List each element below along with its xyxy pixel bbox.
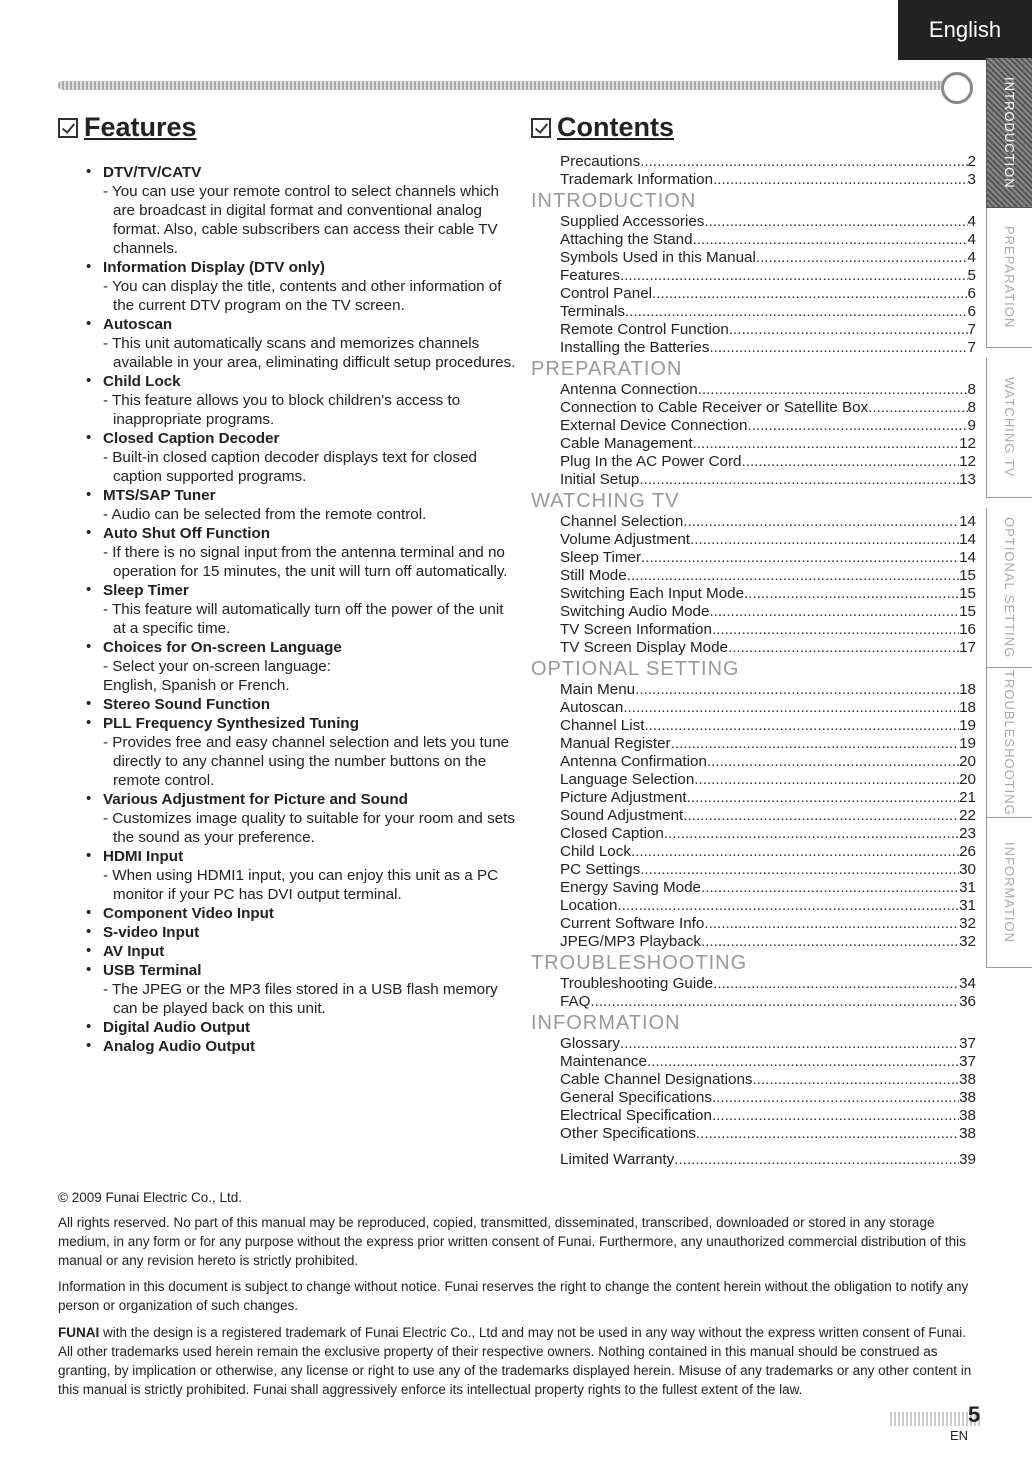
- toc-entry-label: Attaching the Stand: [560, 231, 693, 248]
- toc-entry-label: Supplied Accessories: [560, 213, 705, 230]
- toc-leader-dots: [704, 915, 959, 933]
- toc-entry-label: Cable Management: [560, 435, 693, 452]
- toc-entry[interactable]: [560, 603, 976, 621]
- toc-page-number: 19: [959, 735, 976, 752]
- toc-page-number: 4: [967, 213, 976, 230]
- toc-page-number: 2: [967, 153, 976, 170]
- toc-leader-dots: [652, 285, 968, 303]
- features-list: [86, 163, 516, 1056]
- toc-leader-dots: [647, 1053, 959, 1071]
- toc-leader-dots: [713, 171, 967, 189]
- toc-leader-dots: [620, 1035, 959, 1053]
- toc-entry-label: Installing the Batteries: [560, 339, 710, 356]
- toc-leader-dots: [640, 861, 959, 879]
- feature-description: - If there is no signal input from the antenna terminal and no operation for 15 minutes, the unit will turn off automatically.: [103, 544, 508, 580]
- toc-entry-label: Switching Each Input Mode: [560, 585, 745, 602]
- toc-leader-dots: [671, 735, 960, 753]
- toc-page-number: 20: [959, 753, 976, 770]
- toc-section-heading: TROUBLESHOOTING: [531, 952, 748, 974]
- toc-page-number: 14: [959, 513, 976, 530]
- feature-title: • Stereo Sound Function: [103, 696, 271, 713]
- toc-entry-label: Child Lock: [560, 843, 631, 860]
- toc-page-number: 38: [959, 1089, 976, 1106]
- legal-paragraph-rights: All rights reserved. No part of this manual may be reproduced, copied, transmitted, disseminated, transcribed, downloaded or stored in any storage medium, in any form or for any purpose without the express prior written consent of Funai. Furthermore, any unauthorized commercial distribution of this manual or any revision hereto is strictly prohibited.: [58, 1215, 966, 1268]
- toc-page-number: 7: [967, 321, 976, 338]
- feature-item: [86, 714, 516, 790]
- feature-title: • Autoscan: [103, 316, 173, 333]
- feature-item: [86, 524, 516, 581]
- toc-entry-label: General Specifications: [560, 1089, 712, 1106]
- toc-leader-dots: [712, 1107, 959, 1125]
- toc-entry-label: Symbols Used in this Manual: [560, 249, 756, 266]
- toc-entry[interactable]: [560, 771, 976, 789]
- toc-entry[interactable]: [560, 825, 976, 843]
- toc-page-number: 18: [959, 699, 976, 716]
- feature-item: [86, 942, 516, 961]
- toc-page-number: 9: [967, 417, 976, 434]
- toc-section-heading: INTRODUCTION: [531, 190, 697, 212]
- toc-page-number: 39: [959, 1151, 976, 1168]
- toc-leader-dots: [683, 513, 959, 531]
- toc-entry[interactable]: [560, 717, 976, 735]
- feature-title: • Choices for On-screen Language: [103, 639, 342, 656]
- feature-description: English, Spanish or French.: [103, 677, 290, 694]
- toc-entry-label: Sound Adjustment: [560, 807, 684, 824]
- toc-entry-label: Current Software Info: [560, 915, 705, 932]
- toc-entry[interactable]: [560, 1071, 976, 1089]
- feature-description: - This feature allows you to block children's access to inappropriate programs.: [103, 392, 461, 428]
- toc-entry-label: Maintenance: [560, 1053, 647, 1070]
- toc-leader-dots: [674, 1151, 959, 1169]
- toc-entry-label: Glossary: [560, 1035, 620, 1052]
- feature-item: [86, 1037, 516, 1056]
- checkbox-icon: [531, 118, 551, 138]
- toc-page-number: 8: [967, 399, 976, 416]
- toc-entry[interactable]: [560, 453, 976, 471]
- top-divider: [58, 81, 970, 90]
- toc-entry-label: Connection to Cable Receiver or Satellite Box: [560, 399, 869, 416]
- toc-entry[interactable]: [560, 639, 976, 657]
- toc-page-number: 14: [959, 549, 976, 566]
- toc-entry-label: Electrical Specification: [560, 1107, 712, 1124]
- feature-item: [86, 258, 516, 315]
- feature-description: - Built-in closed caption decoder displays text for closed caption supported programs.: [103, 449, 477, 485]
- toc-page-number: 12: [959, 435, 976, 452]
- toc-entry[interactable]: [560, 699, 976, 717]
- toc-entry[interactable]: [560, 735, 976, 753]
- toc-leader-dots: [698, 381, 968, 399]
- toc-page-number: 13: [959, 471, 976, 488]
- toc-leader-dots: [625, 303, 968, 321]
- feature-title: • Analog Audio Output: [103, 1038, 256, 1055]
- toc-entry-label: Cable Channel Designations: [560, 1071, 753, 1088]
- feature-item: [86, 1018, 516, 1037]
- toc-entry[interactable]: [560, 1035, 976, 1053]
- toc-entry-label: Terminals: [560, 303, 625, 320]
- toc-page-number: 3: [967, 171, 976, 188]
- toc-leader-dots: [712, 621, 959, 639]
- toc-page-number: 38: [959, 1071, 976, 1088]
- toc-entry[interactable]: [560, 321, 976, 339]
- toc-entry[interactable]: [560, 567, 976, 585]
- toc-page-number: 4: [967, 249, 976, 266]
- toc-leader-dots: [713, 975, 959, 993]
- toc-section-heading: PREPARATION: [531, 358, 683, 380]
- toc-page-number: 38: [959, 1125, 976, 1142]
- toc-leader-dots: [753, 1071, 960, 1089]
- toc-page-number: 15: [959, 567, 976, 584]
- feature-title: • Child Lock: [103, 373, 181, 390]
- toc-leader-dots: [683, 807, 959, 825]
- toc-section-heading: INFORMATION: [531, 1012, 681, 1034]
- toc-entry[interactable]: [560, 381, 976, 399]
- features-heading: Features: [58, 112, 197, 143]
- toc-entry[interactable]: [560, 171, 976, 189]
- toc-entry[interactable]: [560, 231, 976, 249]
- toc-leader-dots: [696, 1125, 959, 1143]
- feature-item: [86, 581, 516, 638]
- toc-entry-label: Manual Register: [560, 735, 671, 752]
- feature-item: [86, 695, 516, 714]
- toc-page-number: 23: [959, 825, 976, 842]
- legal-paragraph-trademark: FUNAI with the design is a registered trademark of Funai Electric Co., Ltd and may not be used in any way without the express written consent of Funai. All other trademarks used herein remain the exclusive property of their respective owners. Nothing contained in this manual should be construed as granting, by implication or otherwise, any license or right to use any of the trademarks displayed herein. Misuse of any trademarks or any other content in this manual is strictly prohibited. Funai shall aggressively enforce its intellectual property rights to the fullest extent of the law.: [58, 1325, 972, 1397]
- toc-leader-dots: [756, 249, 968, 267]
- toc-entry[interactable]: [560, 861, 976, 879]
- feature-title: • Information Display (DTV only): [103, 259, 325, 276]
- toc-page-number: 6: [967, 285, 976, 302]
- contents-heading: Contents: [531, 112, 674, 143]
- toc-leader-dots: [693, 231, 968, 249]
- divider-circle-icon: [941, 72, 973, 104]
- toc-entry[interactable]: [560, 915, 976, 933]
- feature-title: • DTV/TV/CATV: [103, 164, 202, 181]
- toc-section-heading: WATCHING TV: [531, 490, 680, 512]
- toc-entry[interactable]: [560, 1125, 976, 1143]
- toc-page-number: 18: [959, 681, 976, 698]
- toc-leader-dots: [690, 531, 959, 549]
- toc-entry[interactable]: [560, 807, 976, 825]
- toc-leader-dots: [694, 771, 959, 789]
- feature-title: • Auto Shut Off Function: [103, 525, 271, 542]
- feature-description: - This feature will automatically turn off the power of the unit at a specific time.: [103, 601, 504, 637]
- toc-page-number: 19: [959, 717, 976, 734]
- toc-entry-label: Remote Control Function: [560, 321, 729, 338]
- feature-description: - Customizes image quality to suitable for your room and sets the sound as your preference.: [103, 810, 515, 846]
- feature-item: [86, 429, 516, 486]
- toc-entry-label: Channel List: [560, 717, 645, 734]
- legal-paragraph-notice: Information in this document is subject to change without notice. Funai reserves the right to change the content herein without the obligation to notify any person or organization of such changes.: [58, 1279, 969, 1313]
- toc-page-number: 34: [959, 975, 976, 992]
- feature-title: • Component Video Input: [103, 905, 274, 922]
- feature-title: • Various Adjustment for Picture and Sound: [103, 791, 408, 808]
- toc-page-number: 31: [959, 897, 976, 914]
- toc-page-number: 15: [959, 603, 976, 620]
- feature-item: [86, 163, 516, 258]
- copyright: © 2009 Funai Electric Co., Ltd.: [58, 1190, 243, 1205]
- toc-page-number: 7: [967, 339, 976, 356]
- toc-entry[interactable]: [560, 153, 976, 171]
- toc-leader-dots: [617, 897, 959, 915]
- feature-title: • HDMI Input: [103, 848, 184, 865]
- feature-item: [86, 372, 516, 429]
- toc-entry-label: Energy Saving Mode: [560, 879, 701, 896]
- toc-entry-label: Precautions: [560, 153, 641, 170]
- feature-title: • PLL Frequency Synthesized Tuning: [103, 715, 359, 732]
- toc-entry-label: Limited Warranty: [560, 1151, 675, 1168]
- toc-entry-label: Channel Selection: [560, 513, 684, 530]
- toc-entry-label: Trademark Information: [560, 171, 714, 188]
- feature-item: [86, 790, 516, 847]
- toc-page-number: 6: [967, 303, 976, 320]
- table-of-contents: [531, 153, 976, 1169]
- toc-page-number: 4: [967, 231, 976, 248]
- feature-description: - This unit automatically scans and memorizes channels available in your area, eliminating difficult setup procedures.: [103, 335, 516, 371]
- side-tab-information[interactable]: INFORMATION: [986, 818, 1032, 968]
- feature-title: • Closed Caption Decoder: [103, 430, 280, 447]
- toc-entry-label: Control Panel: [560, 285, 653, 302]
- feature-description: - When using HDMI1 input, you can enjoy this unit as a PC monitor if your PC has DVI output terminal.: [103, 867, 499, 903]
- toc-leader-dots: [868, 399, 967, 417]
- toc-entry-label: JPEG/MP3 Playback: [560, 933, 701, 950]
- feature-description: - You can use your remote control to select channels which are broadcast in digital format and conventional analog format. Also, cable subscribers can access their cable TV channels.: [103, 183, 499, 257]
- feature-item: [86, 961, 516, 1018]
- toc-page-number: 22: [959, 807, 976, 824]
- toc-leader-dots: [728, 639, 959, 657]
- toc-entry[interactable]: [560, 789, 976, 807]
- toc-leader-dots: [709, 603, 959, 621]
- toc-leader-dots: [707, 753, 959, 771]
- toc-entry[interactable]: [560, 531, 976, 549]
- feature-title: • Digital Audio Output: [103, 1019, 251, 1036]
- toc-entry[interactable]: [560, 435, 976, 453]
- funai-logo: FUNAI: [58, 1325, 100, 1340]
- toc-page-number: 20: [959, 771, 976, 788]
- feature-title: • S-video Input: [103, 924, 200, 941]
- toc-entry-label: Closed Caption: [560, 825, 664, 842]
- toc-page-number: 8: [967, 381, 976, 398]
- feature-item: [86, 315, 516, 372]
- toc-entry[interactable]: [560, 549, 976, 567]
- toc-leader-dots: [590, 993, 959, 1011]
- toc-entry[interactable]: [560, 213, 976, 231]
- toc-leader-dots: [635, 681, 959, 699]
- toc-entry-label: TV Screen Information: [560, 621, 712, 638]
- toc-entry[interactable]: [560, 933, 976, 951]
- toc-leader-dots: [644, 717, 959, 735]
- toc-page-number: 16: [959, 621, 976, 638]
- toc-leader-dots: [729, 321, 968, 339]
- side-tab-preparation[interactable]: PREPARATION: [986, 208, 1032, 348]
- toc-entry-label: Location: [560, 897, 618, 914]
- feature-description: - Select your on-screen language:: [103, 658, 331, 675]
- toc-leader-dots: [693, 435, 960, 453]
- toc-entry[interactable]: [560, 975, 976, 993]
- toc-entry[interactable]: [560, 267, 976, 285]
- feature-item: [86, 923, 516, 942]
- toc-entry-label: FAQ: [560, 993, 591, 1010]
- toc-entry-label: Other Specifications: [560, 1125, 696, 1142]
- toc-entry-label: Still Mode: [560, 567, 627, 584]
- toc-leader-dots: [712, 1089, 959, 1107]
- toc-entry[interactable]: [560, 399, 976, 417]
- toc-leader-dots: [620, 267, 968, 285]
- side-tab-optional-setting[interactable]: OPTIONAL SETTING: [986, 508, 1032, 668]
- toc-entry[interactable]: [560, 879, 976, 897]
- toc-page-number: 32: [959, 915, 976, 932]
- toc-page-number: 30: [959, 861, 976, 878]
- feature-title: • Sleep Timer: [103, 582, 189, 599]
- toc-entry-label: Autoscan: [560, 699, 624, 716]
- toc-entry-label: Antenna Confirmation: [560, 753, 707, 770]
- toc-entry[interactable]: [560, 681, 976, 699]
- toc-entry[interactable]: [560, 753, 976, 771]
- page-number: 5: [968, 1402, 981, 1427]
- toc-page-number: 37: [959, 1053, 976, 1070]
- toc-entry[interactable]: [560, 1089, 976, 1107]
- toc-entry[interactable]: [560, 585, 976, 603]
- toc-entry-label: Features: [560, 267, 620, 284]
- side-tab-troubleshooting[interactable]: TROUBLESHOOTING: [986, 668, 1032, 818]
- toc-page-number: 5: [967, 267, 976, 284]
- toc-leader-dots: [640, 153, 967, 171]
- toc-leader-dots: [641, 549, 959, 567]
- page-number-shade: [890, 1412, 980, 1426]
- toc-leader-dots: [701, 879, 959, 897]
- feature-description: - Provides free and easy channel selection and lets you tune directly to any channel using the number buttons on the remote control.: [103, 734, 510, 789]
- toc-page-number: 31: [959, 879, 976, 896]
- toc-entry-label: PC Settings: [560, 861, 641, 878]
- toc-page-number: 37: [959, 1035, 976, 1052]
- toc-leader-dots: [627, 567, 959, 585]
- toc-entry[interactable]: [560, 417, 976, 435]
- toc-entry-label: Picture Adjustment: [560, 789, 687, 806]
- toc-entry-label: Volume Adjustment: [560, 531, 691, 548]
- toc-leader-dots: [631, 843, 959, 861]
- toc-entry-label: Antenna Connection: [560, 381, 698, 398]
- toc-entry-label: Initial Setup: [560, 471, 640, 488]
- toc-entry-label: TV Screen Display Mode: [560, 639, 728, 656]
- toc-leader-dots: [623, 699, 959, 717]
- toc-page-number: 21: [959, 789, 976, 806]
- toc-leader-dots: [701, 933, 959, 951]
- toc-entry[interactable]: [560, 249, 976, 267]
- toc-entry-label: Plug In the AC Power Cord: [560, 453, 742, 470]
- toc-entry-label: Main Menu: [560, 681, 636, 698]
- toc-page-number: 36: [959, 993, 976, 1010]
- toc-entry[interactable]: [560, 285, 976, 303]
- feature-title: • MTS/SAP Tuner: [103, 487, 216, 504]
- toc-section-heading: OPTIONAL SETTING: [531, 658, 740, 680]
- feature-title: • AV Input: [103, 943, 165, 960]
- toc-entry[interactable]: [560, 471, 976, 489]
- toc-leader-dots: [742, 453, 960, 471]
- toc-page-number: 14: [959, 531, 976, 548]
- feature-title: • USB Terminal: [103, 962, 202, 979]
- toc-page-number: 17: [959, 639, 976, 656]
- toc-entry[interactable]: [560, 303, 976, 321]
- toc-page-number: 32: [959, 933, 976, 950]
- side-tab-watching-tv[interactable]: WATCHING TV: [986, 358, 1032, 498]
- feature-item: [86, 847, 516, 904]
- toc-leader-dots: [709, 339, 967, 357]
- feature-description: - The JPEG or the MP3 files stored in a USB flash memory can be played back on this unit.: [103, 981, 498, 1017]
- toc-entry-label: Switching Audio Mode: [560, 603, 710, 620]
- toc-entry-label: External Device Connection: [560, 417, 748, 434]
- page-language-code: EN: [950, 1428, 969, 1443]
- toc-page-number: 38: [959, 1107, 976, 1124]
- toc-entry[interactable]: [560, 1053, 976, 1071]
- feature-item: [86, 904, 516, 923]
- toc-page-number: 15: [959, 585, 976, 602]
- toc-entry[interactable]: [560, 513, 976, 531]
- toc-entry[interactable]: [560, 897, 976, 915]
- language-tab: English: [898, 0, 1032, 60]
- toc-entry-label: Language Selection: [560, 771, 695, 788]
- toc-entry-label: Sleep Timer: [560, 549, 642, 566]
- toc-page-number: 12: [959, 453, 976, 470]
- side-tab-introduction[interactable]: INTRODUCTION: [986, 58, 1032, 208]
- toc-entry[interactable]: [560, 621, 976, 639]
- feature-description: - Audio can be selected from the remote control.: [103, 506, 427, 523]
- toc-leader-dots: [747, 417, 967, 435]
- toc-entry[interactable]: [560, 1151, 976, 1169]
- feature-description: - You can display the title, contents and other information of the current DTV program on the TV screen.: [103, 278, 502, 314]
- toc-entry[interactable]: [560, 993, 976, 1011]
- toc-entry[interactable]: [560, 843, 976, 861]
- toc-leader-dots: [664, 825, 959, 843]
- toc-leader-dots: [639, 471, 959, 489]
- toc-leader-dots: [744, 585, 959, 603]
- toc-leader-dots: [687, 789, 959, 807]
- toc-entry-label: Troubleshooting Guide: [560, 975, 714, 992]
- feature-item: [86, 486, 516, 524]
- checkbox-icon: [58, 118, 78, 138]
- toc-page-number: 26: [959, 843, 976, 860]
- toc-leader-dots: [704, 213, 967, 231]
- feature-item: [86, 638, 516, 695]
- toc-entry[interactable]: [560, 339, 976, 357]
- toc-entry[interactable]: [560, 1107, 976, 1125]
